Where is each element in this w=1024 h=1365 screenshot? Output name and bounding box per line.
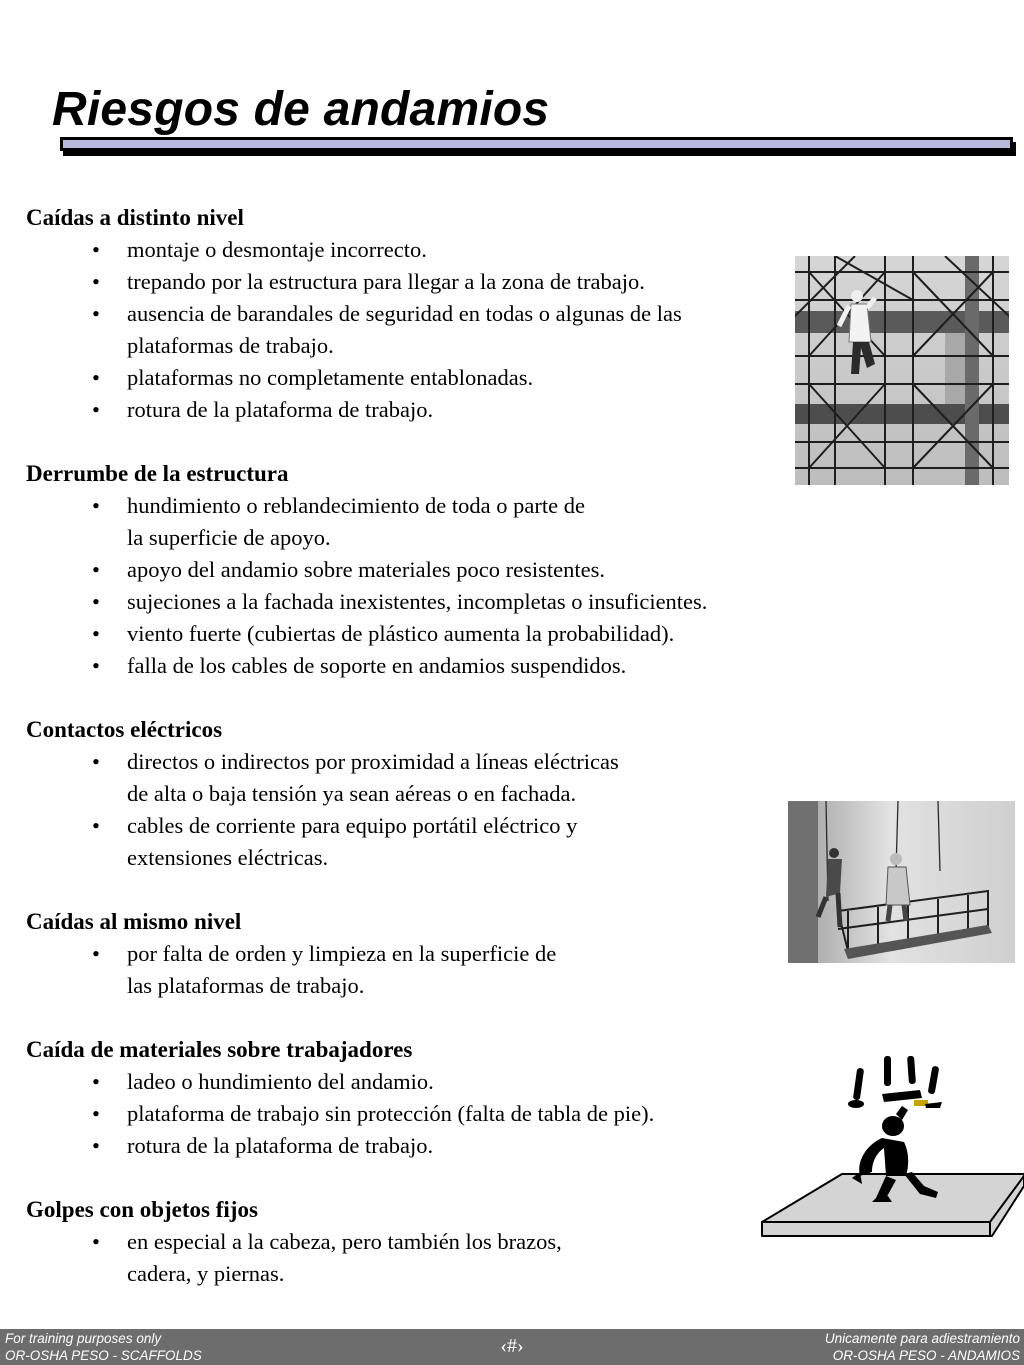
bullet-item — [26, 746, 826, 810]
bullet-item — [26, 490, 826, 554]
section-heading: Contactos eléctricos — [26, 717, 223, 742]
bullet-text: plataformas no completamente entablonadas. — [127, 365, 534, 390]
bullet-text: las plataformas de trabajo. — [127, 973, 365, 998]
bullet-text: por falta de orden y limpieza en la superficie de — [127, 941, 557, 966]
bullet-item — [26, 1066, 826, 1098]
bullet-text: rotura de la plataforma de trabajo. — [127, 1133, 434, 1158]
bullet-text: ausencia de barandales de seguridad en todas o algunas de las — [127, 301, 682, 326]
bullet-text: plataforma de trabajo sin protección (falta de tabla de pie). — [127, 1101, 655, 1126]
bullet-list — [26, 938, 826, 1002]
bullet-text: plataformas de trabajo. — [127, 333, 334, 358]
bullet-text: cadera, y piernas. — [127, 1261, 285, 1286]
section — [26, 202, 826, 426]
bullet-list — [26, 234, 826, 426]
bullet-list — [26, 1066, 826, 1162]
section-heading: Derrumbe de la estructura — [26, 461, 289, 486]
bullet-text: de alta o baja tensión ya sean aéreas o en fachada. — [127, 781, 577, 806]
bullet-text: directos o indirectos por proximidad a líneas eléctricas — [127, 749, 619, 774]
section — [26, 458, 826, 682]
bullet-item — [26, 394, 826, 426]
bullet-text: falla de los cables de soporte en andamios suspendidos. — [127, 653, 627, 678]
bullet-item — [26, 586, 826, 618]
bullet-text: viento fuerte (cubiertas de plástico aumenta la probabilidad). — [127, 621, 675, 646]
footer-right — [825, 1330, 1020, 1364]
bullet-text: rotura de la plataforma de trabajo. — [127, 397, 434, 422]
scaffold-climber-photo — [795, 256, 1009, 485]
suspended-platform-photo — [788, 801, 1015, 963]
footer-left-line1: For training purposes only — [5, 1331, 162, 1346]
bullet-text: sujeciones a la fachada inexistentes, incompletas o insuficientes. — [127, 589, 708, 614]
bullet-text: la superficie de apoyo. — [127, 525, 331, 550]
bullet-list — [26, 746, 826, 874]
bullet-text: extensiones eléctricas. — [127, 845, 329, 870]
footer-left-line2: OR-OSHA PESO - SCAFFOLDS — [5, 1348, 202, 1363]
section — [26, 906, 826, 1002]
section — [26, 714, 826, 874]
bullet-list — [26, 490, 826, 682]
bullet-text: ladeo o hundimiento del andamio. — [127, 1069, 434, 1094]
bullet-text: en especial a la cabeza, pero también los brazos, — [127, 1229, 562, 1254]
bullet-item — [26, 938, 826, 1002]
bullet-text: cables de corriente para equipo portátil eléctrico y — [127, 813, 578, 838]
section-heading: Caída de materiales sobre trabajadores — [26, 1037, 413, 1062]
bullet-item — [26, 618, 826, 650]
footer — [0, 1329, 1024, 1365]
bullet-item — [26, 1098, 826, 1130]
falling-objects-clipart — [760, 1052, 1024, 1238]
section — [26, 1194, 826, 1290]
bullet-item — [26, 298, 826, 362]
bullet-text: apoyo del andamio sobre materiales poco resistentes. — [127, 557, 605, 582]
bullet-item — [26, 362, 826, 394]
bullet-item — [26, 810, 826, 874]
section — [26, 1034, 826, 1162]
section-heading: Caídas a distinto nivel — [26, 205, 244, 230]
bullet-text: hundimiento o reblandecimiento de toda o parte de — [127, 493, 585, 518]
bullet-text: montaje o desmontaje incorrecto. — [127, 237, 427, 262]
bullet-item — [26, 554, 826, 586]
bullet-item — [26, 1226, 826, 1290]
bullet-list — [26, 1226, 826, 1290]
content — [26, 202, 826, 1290]
bullet-text: trepando por la estructura para llegar a la zona de trabajo. — [127, 269, 645, 294]
bullet-item — [26, 1130, 826, 1162]
bullet-item — [26, 234, 826, 266]
page-title: Riesgos de andamios — [52, 83, 550, 136]
section-heading: Golpes con objetos fijos — [26, 1197, 258, 1222]
footer-right-line1: Unicamente para adiestramiento — [824, 1331, 1020, 1346]
bullet-item — [26, 266, 826, 298]
bullet-item — [26, 650, 826, 682]
slide-number: ‹#› — [500, 1335, 524, 1357]
title-rule — [60, 137, 1013, 151]
section-heading: Caídas al mismo nivel — [26, 909, 242, 934]
footer-right-line2: OR-OSHA PESO - ANDAMIOS — [832, 1348, 1020, 1363]
